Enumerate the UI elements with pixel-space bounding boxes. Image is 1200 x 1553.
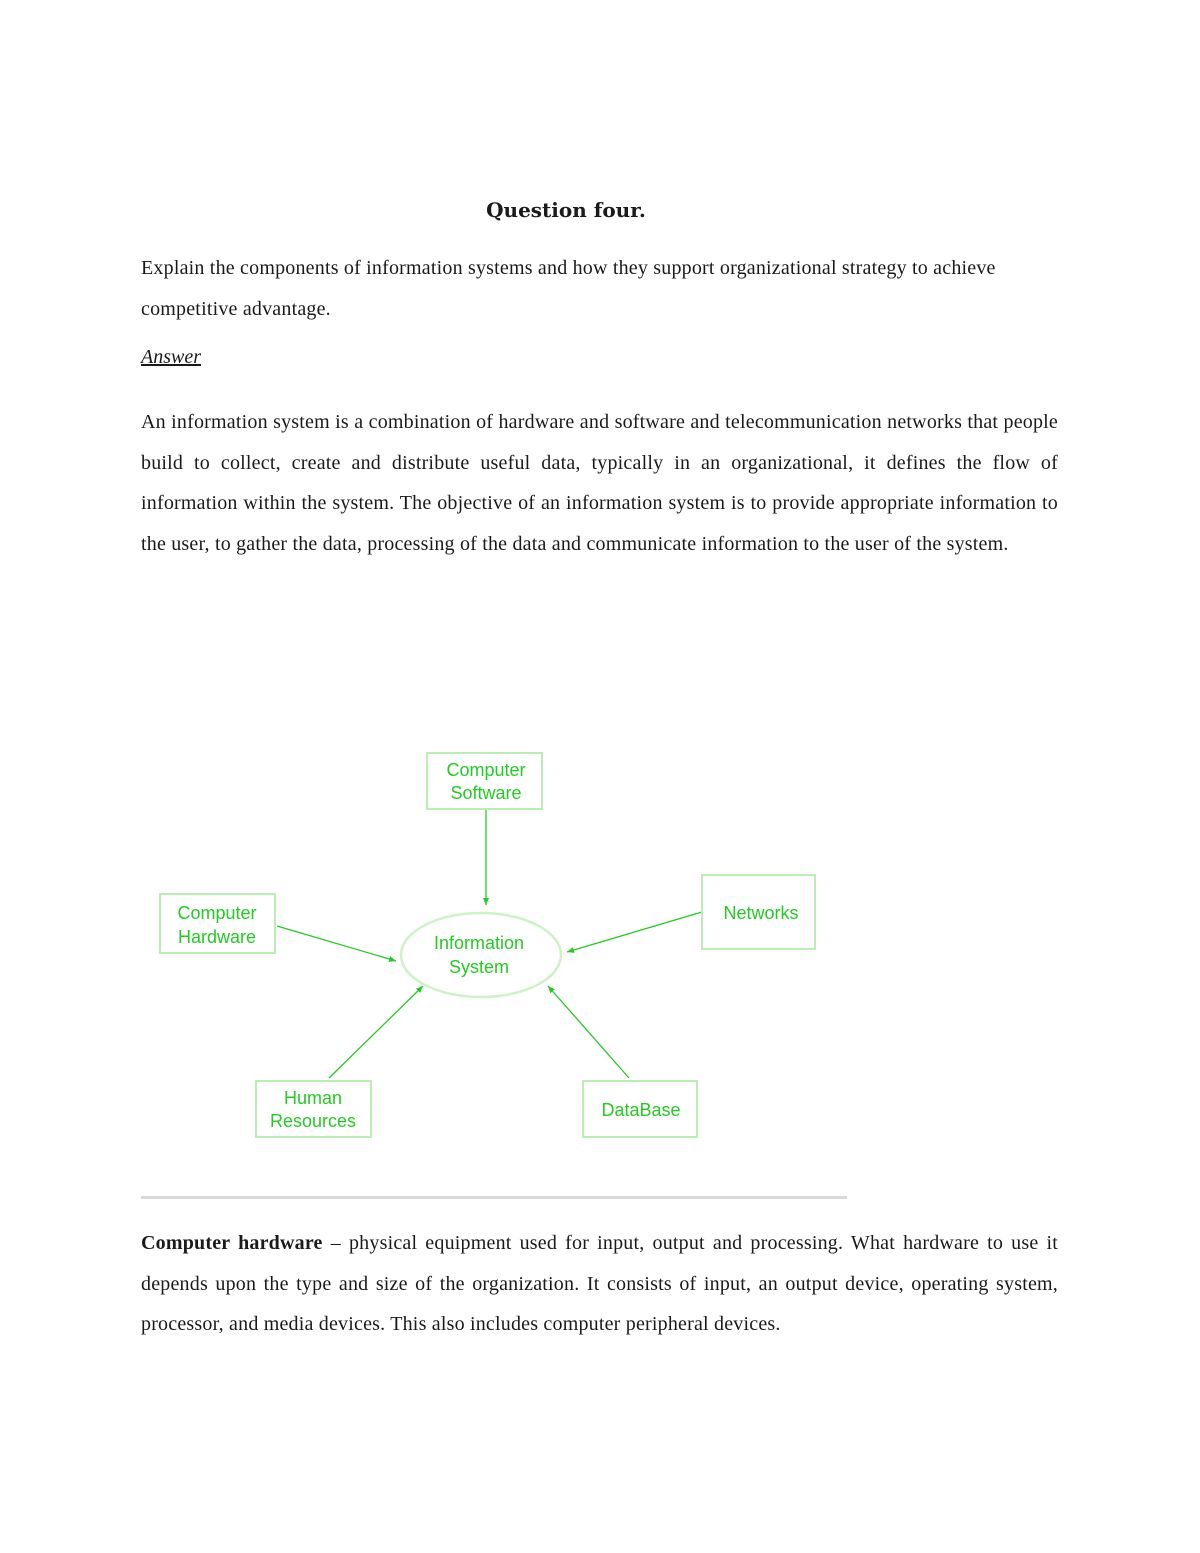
page-title: Question four. [486, 198, 646, 222]
node-computer-hardware-line2: Hardware [177, 927, 257, 947]
node-information-system [401, 913, 561, 997]
node-computer-hardware-line1: Computer [177, 903, 257, 923]
node-computer-hardware [160, 894, 275, 953]
arrow-networks-to-system [567, 912, 702, 952]
node-database [583, 1081, 697, 1137]
arrow-database-to-system [548, 986, 629, 1078]
node-networks-line1: Networks [723, 903, 799, 923]
node-human-resources-line2: Resources [269, 1111, 357, 1131]
node-database-line1: DataBase [601, 1100, 681, 1120]
node-information-system-line1: Information [433, 933, 525, 953]
question-text: Explain the components of information systems and how they support organizational strategy to achieve competitive advantage. [141, 257, 996, 320]
hardware-term: Computer hardware [141, 1232, 323, 1254]
hardware-description: – physical equipment used for input, output and processing. What hardware to use it depends upon the type and size of the organization. It consists of input, an output device, operating system, processor, and media devices. This also includes computer peripheral devices. [141, 1232, 1059, 1335]
node-computer-software [427, 753, 542, 809]
node-networks [702, 875, 815, 949]
node-human-resources-line1: Human [283, 1088, 343, 1108]
arrow-hardware-to-system [277, 926, 396, 961]
node-computer-software-line2: Software [450, 783, 522, 803]
intro-paragraph: An information system is a combination of hardware and software and telecommunication networks that people build to collect, create and distribute useful data, typically in an organizational, it defines the flow of information within the system. The objective of an information system is to provide appropriate information to the user, to gather the data, processing of the data and communicate information to the user of the system. [141, 411, 1058, 555]
section-divider [141, 1196, 847, 1199]
answer-label: Answer [141, 346, 201, 368]
arrow-human-to-system [329, 986, 423, 1078]
hardware-paragraph [141, 1223, 1058, 1345]
node-information-system-line2: System [448, 957, 510, 977]
node-human-resources [256, 1081, 371, 1137]
node-computer-software-line1: Computer [446, 760, 526, 780]
